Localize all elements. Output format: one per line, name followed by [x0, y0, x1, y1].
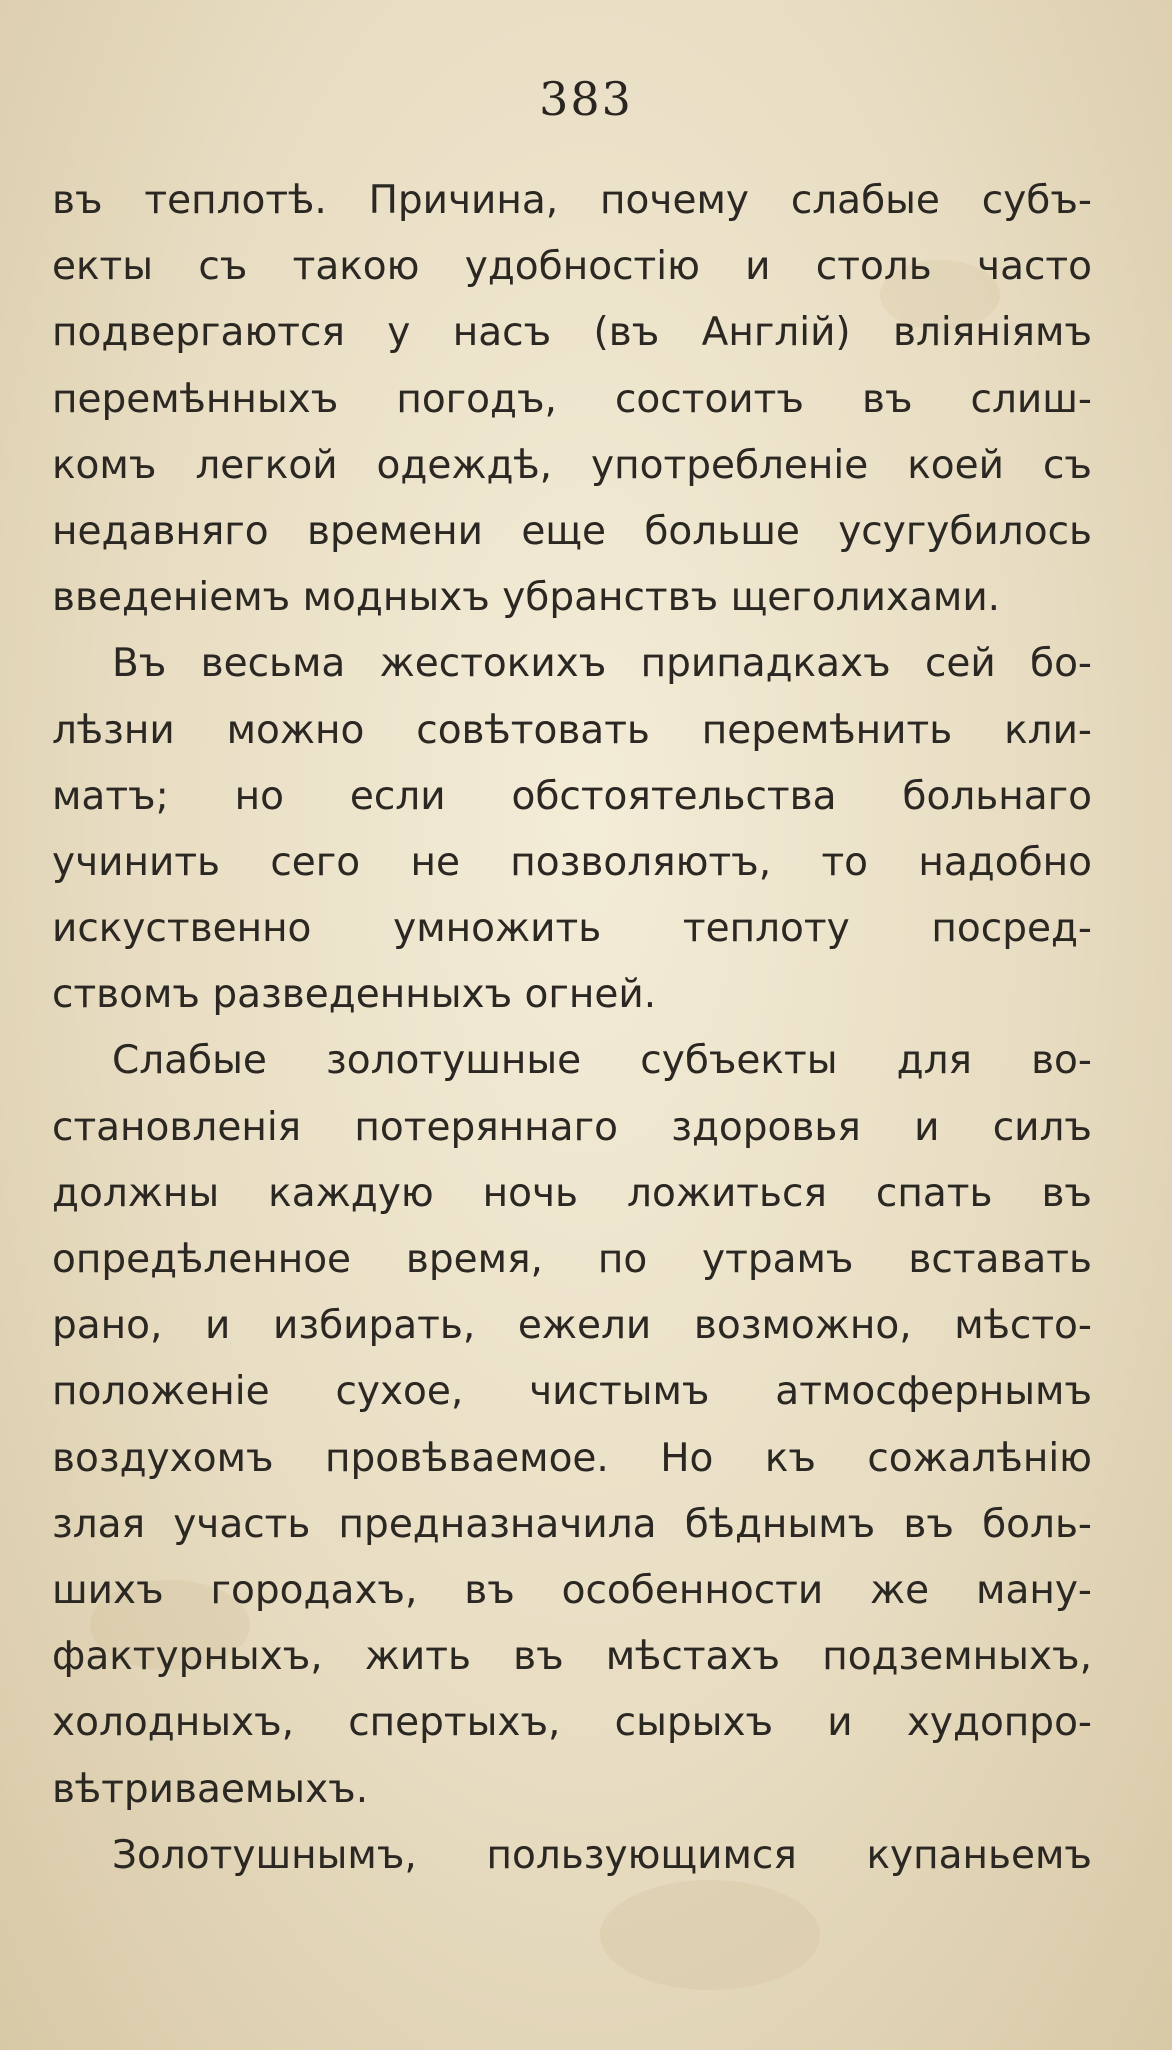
text-line: подвергаются у насъ (въ Англій) вліяніямъ	[52, 310, 1092, 356]
page-number: 383	[539, 72, 633, 126]
text-line: вѣтриваемыхъ.	[52, 1766, 369, 1812]
text-line: холодныхъ, спертыхъ, сырыхъ и худопро-	[52, 1700, 1092, 1746]
text-line: перемѣнныхъ погодъ, состоитъ въ слиш-	[52, 376, 1092, 422]
text-line: Въ весьма жестокихъ припадкахъ сей бо-	[112, 641, 1092, 687]
text-line: введеніемъ модныхъ убранствъ щеголихами.	[52, 575, 1001, 621]
body-text	[52, 168, 1092, 1889]
text-line: положеніе сухое, чистымъ атмосфернымъ	[52, 1369, 1092, 1415]
text-line: становленія потеряннаго здоровья и силъ	[52, 1104, 1092, 1150]
text-line: шихъ городахъ, въ особенности же ману-	[52, 1567, 1092, 1613]
text-line: фактурныхъ, жить въ мѣстахъ подземныхъ,	[52, 1634, 1092, 1680]
text-line: рано, и избирать, ежели возможно, мѣсто-	[52, 1303, 1092, 1349]
text-line: комъ легкой одеждѣ, употребленіе коей съ	[52, 442, 1092, 488]
text-line: должны каждую ночь ложиться спать въ	[52, 1170, 1092, 1216]
text-line: въ теплотѣ. Причина, почему слабые субъ-	[52, 178, 1092, 223]
text-line: ствомъ разведенныхъ огней.	[52, 972, 657, 1018]
text-line: искуственно умножить теплоту посред-	[52, 906, 1092, 952]
text-line: лѣзни можно совѣтовать перемѣнить кли-	[52, 707, 1092, 753]
text-line: екты съ такою удобностію и столь часто	[52, 244, 1092, 290]
paper-stain	[600, 1880, 820, 1990]
text-line: учинить сего не позволяютъ, то надобно	[52, 839, 1092, 885]
text-line: воздухомъ провѣваемое. Но къ сожалѣнію	[52, 1435, 1092, 1481]
text-line: опредѣленное время, по утрамъ вставать	[52, 1237, 1092, 1282]
text-line: Золотушнымъ, пользующимся купаньемъ	[112, 1832, 1092, 1878]
text-line: матъ; но если обстоятельства больнаго	[52, 773, 1092, 819]
text-line: недавняго времени еще больше усугубилось	[52, 508, 1092, 554]
text-line: злая участь предназначила бѣднымъ въ боль-	[52, 1501, 1092, 1547]
text-line: Слабые золотушные субъекты для во-	[112, 1038, 1092, 1084]
